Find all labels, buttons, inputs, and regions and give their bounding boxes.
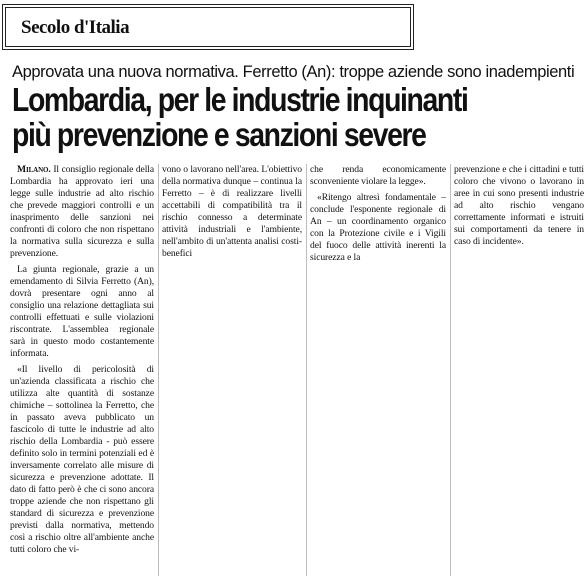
headline-line-2: più prevenzione e sanzioni severe <box>12 116 426 153</box>
article-column-2 <box>162 164 302 578</box>
article-column-1 <box>10 164 154 578</box>
article-paragraph: «Ritengo altresì fondamentale – conclude l'esponente regionale di An – un coordinamento organico con la Protezione civile e i Vigili del fuoco delle attività inerenti la sicurezza e la <box>310 192 446 263</box>
article-paragraph: che renda economicamente sconveniente violare la legge». <box>310 164 446 187</box>
article-kicker: Approvata una nuova normativa. Ferretto (An): troppe aziende sono inadempienti <box>12 63 575 81</box>
paragraph-text: Il consiglio regionale della Lombardia ha approvato ieri una legge sulle industrie ad alto rischio che prevede maggiori controlli e un inasprimento delle sanzioni nei confronti di coloro che non rispettano la normativa sulla sicurezza e sulla prevenzione. <box>10 164 154 259</box>
column-divider <box>450 164 451 576</box>
article-paragraph: La giunta regionale, grazie a un emendamento di Silvia Ferretto (An), dovrà presentare ogni anno al consiglio una relazione dettagliata sui controlli effettuati e sulle violazioni riscontrate. L'assemblea regionale sarà in questo modo costantemente informata. <box>10 264 154 359</box>
article-paragraph: vono o lavorano nell'area. L'obiettivo della normativa dunque – continua la Ferretto – è di realizzare livelli accettabili di compatibilità tra il rischio connesso a determinate attività industriali e l'ambiente, nell'ambito di un'attenta analisi costi-benefici <box>162 164 302 259</box>
column-divider <box>158 164 159 576</box>
article-column-4 <box>454 164 584 578</box>
article-headline <box>12 82 504 152</box>
article-paragraph <box>10 164 154 260</box>
masthead-frame <box>2 4 414 50</box>
dateline: Milano. <box>17 164 51 175</box>
headline-line-1: Lombardia, per le industrie inquinanti <box>12 81 468 118</box>
article-paragraph: prevenzione e che i cittadini e tutti coloro che vivono o lavorano in aree in cui sono presenti industrie ad alto rischio vengano correttamente informati e istruiti sui comportamenti da tenere in caso di incidente». <box>454 164 584 247</box>
article-body <box>10 164 584 578</box>
newspaper-name: Secolo d'Italia <box>21 17 130 38</box>
column-divider <box>306 164 307 576</box>
article-column-3 <box>310 164 446 578</box>
article-paragraph: «Il livello di pericolosità di un'azienda classificata a rischio che utilizza alte quantità di sostanze chimiche – sottolinea la Ferretto, che in passato aveva pubblicato un fascicolo di tutte le industrie ad alto rischio della Lombardia - può essere definito solo in termini potenziali ed è inversamente correlato alle misure di sicurezza e prevenzione adottate. Il dato di fatto però è che ci sono ancora troppe aziende che non rispettano gli standard di sicurezza e prevenzione previsti dalla normativa, mettendo così a rischio oltre all'ambiente anche tutti coloro che vi- <box>10 364 154 555</box>
